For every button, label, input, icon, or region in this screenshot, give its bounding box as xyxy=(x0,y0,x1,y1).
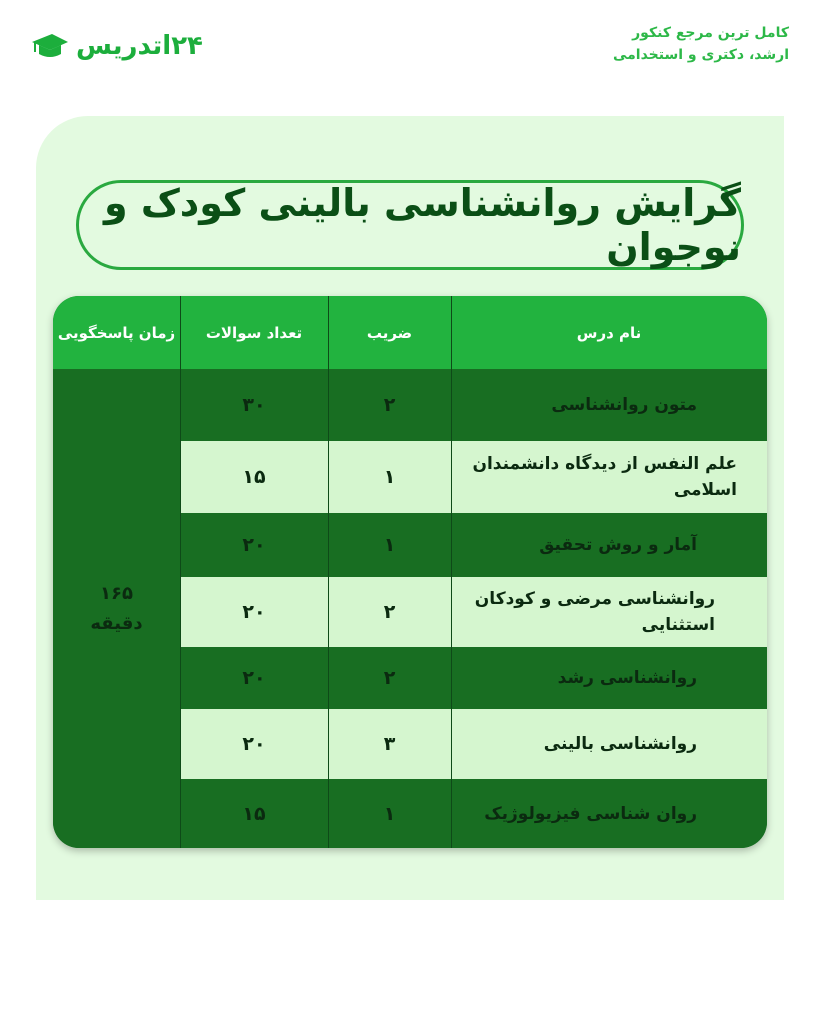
page-title: گرایش روانشناسی بالینی کودک و نوجوان xyxy=(104,181,741,269)
response-time-unit: دقیقه xyxy=(90,612,143,634)
header-coefficient: ضریب xyxy=(328,296,451,369)
row-6-subject: روانشناسی بالینی xyxy=(451,709,767,779)
row-6-questions: ۲۰ xyxy=(180,709,328,779)
row-4-questions: ۲۰ xyxy=(180,577,328,647)
row-4-coefficient: ۲ xyxy=(328,577,451,647)
logo-text: ۲۴اتدریس xyxy=(76,31,203,61)
graduation-cap-icon xyxy=(30,30,70,62)
row-1-coefficient: ۲ xyxy=(328,369,451,441)
row-7-coefficient: ۱ xyxy=(328,779,451,848)
response-time-value: ۱۶۵ xyxy=(100,582,133,604)
row-7-subject: روان شناسی فیزیولوژیک xyxy=(451,779,767,848)
row-3-questions: ۲۰ xyxy=(180,513,328,577)
column-divider xyxy=(180,296,181,848)
row-4-subject: روانشناسی مرضی و کودکان استثنایی xyxy=(451,577,767,647)
tagline-line-1: کامل ترین مرجع کنکور xyxy=(632,25,789,41)
header-questions: تعداد سوالات xyxy=(180,296,328,369)
row-5-questions: ۲۰ xyxy=(180,647,328,709)
row-1-subject: متون روانشناسی xyxy=(451,369,767,441)
row-5-coefficient: ۲ xyxy=(328,647,451,709)
row-2-coefficient: ۱ xyxy=(328,441,451,513)
column-divider xyxy=(328,296,329,848)
page-title-box xyxy=(76,180,744,270)
row-2-questions: ۱۵ xyxy=(180,441,328,513)
header-subject: نام درس xyxy=(451,296,767,369)
row-3-subject: آمار و روش تحقیق xyxy=(451,513,767,577)
row-3-coefficient: ۱ xyxy=(328,513,451,577)
row-7-questions: ۱۵ xyxy=(180,779,328,848)
row-2-subject: علم النفس از دیدگاه دانشمندان اسلامی xyxy=(451,441,767,513)
response-time-cell xyxy=(53,369,180,848)
row-6-coefficient: ۳ xyxy=(328,709,451,779)
column-divider xyxy=(451,296,452,848)
header-time: زمان پاسخگویی xyxy=(53,296,180,369)
tagline xyxy=(549,22,789,66)
row-5-subject: روانشناسی رشد xyxy=(451,647,767,709)
exam-table xyxy=(53,296,767,848)
brand-logo[interactable] xyxy=(30,28,203,64)
tagline-line-2: ارشد، دکتری و استخدامی xyxy=(612,47,789,63)
row-1-questions: ۳۰ xyxy=(180,369,328,441)
